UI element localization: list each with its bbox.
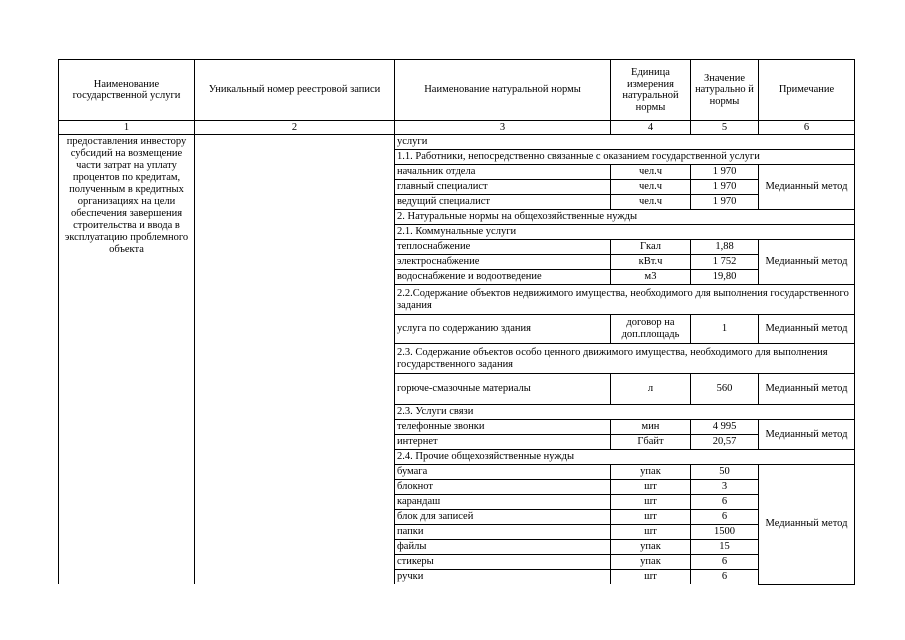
norm-unit: шт xyxy=(611,495,691,510)
norm-value: 4 995 xyxy=(691,420,759,435)
note-cell: Медианный метод xyxy=(759,165,855,210)
norm-name: начальник отдела xyxy=(395,165,611,180)
norm-value: 560 xyxy=(691,374,759,405)
header-norm-name: Наименование натуральной нормы xyxy=(395,60,611,121)
norm-name: главный специалист xyxy=(395,180,611,195)
norm-name: водоснабжение и водоотведение xyxy=(395,270,611,285)
header-unit: Единица измерения натуральной нормы xyxy=(611,60,691,121)
norm-unit: Гкал xyxy=(611,240,691,255)
norm-value: 50 xyxy=(691,465,759,480)
norm-name: телефонные звонки xyxy=(395,420,611,435)
header-value: Значение натурально й нормы xyxy=(691,60,759,121)
header-service: Наименование государственной услуги xyxy=(59,60,195,121)
norm-unit: договор на доп.площадь xyxy=(611,315,691,344)
section-row: 1.1. Работники, непосредственно связанные с оказанием государственной услуги xyxy=(395,150,855,165)
section-row: 2.4. Прочие общехозяйственные нужды xyxy=(395,450,855,465)
norm-name: бумага xyxy=(395,465,611,480)
section-row: 2.3. Содержание объектов особо ценного движимого имущества, необходимого для выполнения государственного задания xyxy=(395,344,855,374)
norm-unit: упак xyxy=(611,555,691,570)
norm-value: 1 970 xyxy=(691,195,759,210)
header-registry-number: Уникальный номер реестровой записи xyxy=(195,60,395,121)
norm-unit: Гбайт xyxy=(611,435,691,450)
norm-name: электроснабжение xyxy=(395,255,611,270)
norm-name: файлы xyxy=(395,540,611,555)
registry-number-cell xyxy=(195,135,395,585)
norm-value: 1500 xyxy=(691,525,759,540)
service-name-cell: предоставления инвестору субсидий на возмещение части затрат на уплату процентов по кредитам, полученным в кредитных организациях на цели обеспечения завершения строительства и ввода в эксплуатацию проблемного объекта xyxy=(59,135,195,585)
section-row: 2. Натуральные нормы на общехозяйственные нужды xyxy=(395,210,855,225)
note-cell: Медианный метод xyxy=(759,420,855,450)
note-cell: Медианный метод xyxy=(759,374,855,405)
norm-unit: шт xyxy=(611,570,691,585)
table-header-row xyxy=(59,60,855,121)
norm-value: 1 970 xyxy=(691,165,759,180)
norm-name: стикеры xyxy=(395,555,611,570)
norm-value: 19,80 xyxy=(691,270,759,285)
norm-unit: упак xyxy=(611,540,691,555)
norm-name: услуга по содержанию здания xyxy=(395,315,611,344)
norm-name: блокнот xyxy=(395,480,611,495)
norm-value: 3 xyxy=(691,480,759,495)
norm-unit: чел.ч xyxy=(611,195,691,210)
norm-value: 1 xyxy=(691,315,759,344)
norm-value: 1,88 xyxy=(691,240,759,255)
norm-value: 6 xyxy=(691,555,759,570)
norm-unit: шт xyxy=(611,525,691,540)
norm-name: ручки xyxy=(395,570,611,585)
norm-name: карандаш xyxy=(395,495,611,510)
norm-name: блок для записей xyxy=(395,510,611,525)
norm-value: 6 xyxy=(691,510,759,525)
header-note: Примечание xyxy=(759,60,855,121)
norm-unit: м3 xyxy=(611,270,691,285)
norm-unit: кВт.ч xyxy=(611,255,691,270)
norm-value: 1 970 xyxy=(691,180,759,195)
norm-name: интернет xyxy=(395,435,611,450)
norm-unit: чел.ч xyxy=(611,180,691,195)
norm-name: горюче-смазочные материалы xyxy=(395,374,611,405)
section-row: 2.2.Содержание объектов недвижимого имущества, необходимого для выполнения государственного задания xyxy=(395,285,855,315)
section-row: 2.3. Услуги связи xyxy=(395,405,855,420)
norm-unit: л xyxy=(611,374,691,405)
norm-unit: чел.ч xyxy=(611,165,691,180)
norm-unit: шт xyxy=(611,510,691,525)
col-number: 6 xyxy=(759,121,855,135)
col-number: 2 xyxy=(195,121,395,135)
col-number: 5 xyxy=(691,121,759,135)
norm-value: 1 752 xyxy=(691,255,759,270)
norm-unit: мин xyxy=(611,420,691,435)
col-number: 1 xyxy=(59,121,195,135)
table-row xyxy=(59,135,855,150)
col-number: 3 xyxy=(395,121,611,135)
norm-unit: упак xyxy=(611,465,691,480)
norm-value: 15 xyxy=(691,540,759,555)
norm-name: папки xyxy=(395,525,611,540)
section-row: 2.1. Коммунальные услуги xyxy=(395,225,855,240)
norm-value: 20,57 xyxy=(691,435,759,450)
norm-unit: шт xyxy=(611,480,691,495)
norm-name: теплоснабжение xyxy=(395,240,611,255)
norm-value: 6 xyxy=(691,570,759,585)
norm-value: 6 xyxy=(691,495,759,510)
column-number-row xyxy=(59,121,855,135)
note-cell: Медианный метод xyxy=(759,465,855,585)
note-cell: Медианный метод xyxy=(759,315,855,344)
norm-name: ведущий специалист xyxy=(395,195,611,210)
section-row: услуги xyxy=(395,135,855,150)
note-cell: Медианный метод xyxy=(759,240,855,285)
natural-norms-table xyxy=(58,59,855,585)
col-number: 4 xyxy=(611,121,691,135)
